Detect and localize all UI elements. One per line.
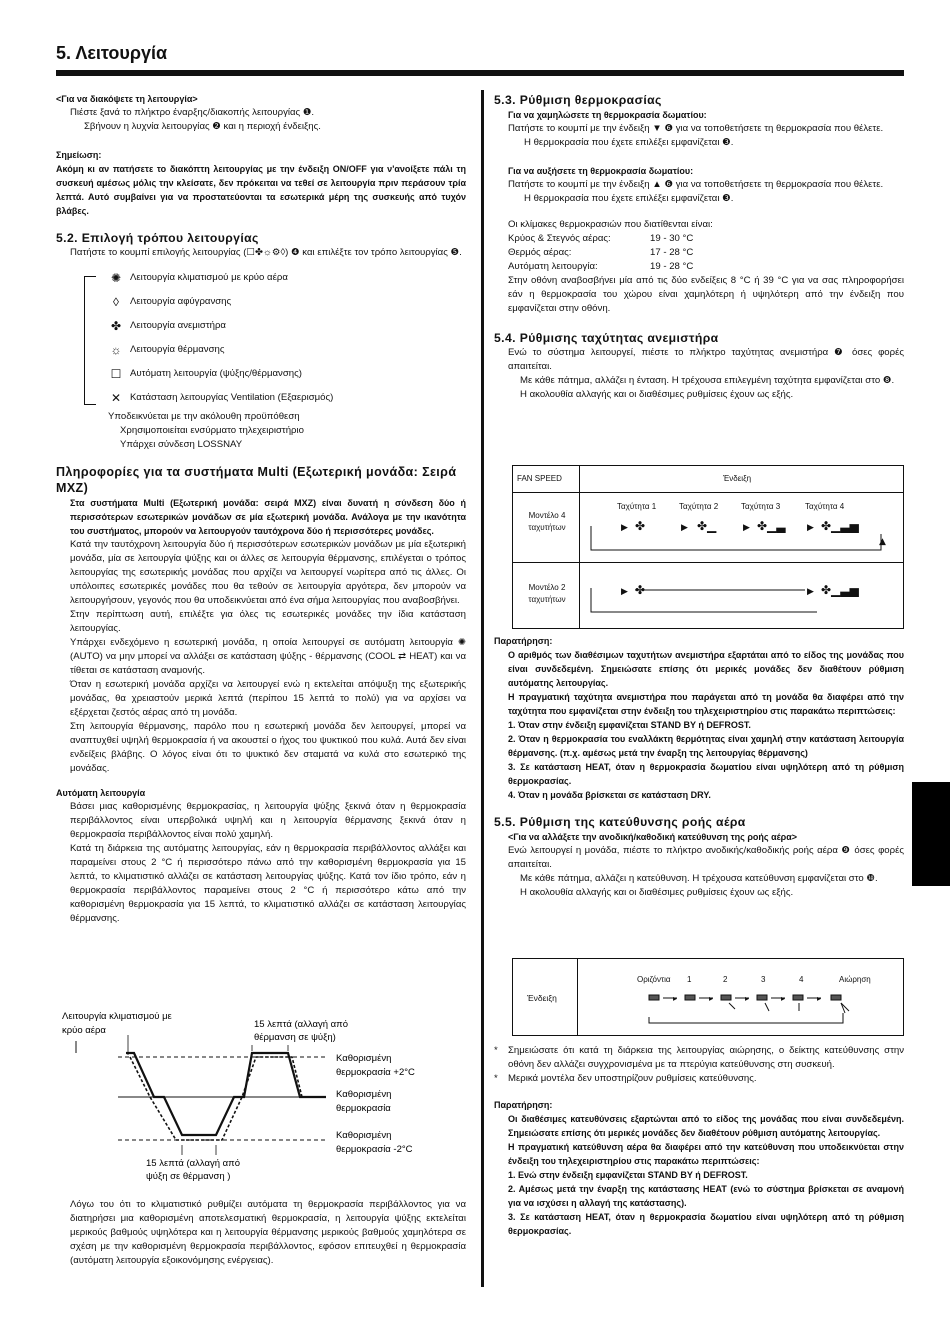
graph-label-15-top-2: θέρμανση σε ψύξη) — [254, 1032, 336, 1043]
right-column — [494, 92, 904, 402]
speed-3-label: Ταχύτητα 3 — [741, 502, 781, 511]
section-5-2-title: 5.2. Επιλογή τρόπου λειτουργίας — [56, 231, 259, 245]
vane-case-3: 3. Σε κατάσταση HEAT, όταν η θερμοκρασία δωματίου είναι υψηλότερη από τη ρύθμιση θερμοκρασίας. — [508, 1212, 904, 1236]
range-row-3: Αυτόματη λειτουργία: 19 - 28 °C — [508, 261, 694, 272]
section-5-5-title: 5.5. Ρύθμιση της κατεύθυνσης ροής αέρα — [494, 815, 746, 829]
fan-note-label: Παρατήρηση: — [494, 636, 553, 646]
mode-fan: ✤ Λειτουργία ανεμιστήρα — [108, 314, 466, 338]
title-rule — [56, 70, 904, 76]
fan-notes — [494, 634, 904, 900]
multi-p1: Κατά την ταυτόχρονη λειτουργία δύο ή περισσότερων εσωτερικών μονάδων με μία εξωτερική μονάδα, μία σε λειτουργία ψύξης και οι άλλες σε λειτουργία θέρμανσης, επιλέγεται ο τρόπος λειτουργίας της εσωτερικής μονάδας που αρχίζει να λειτουργεί νωρίτερα από τις άλλες. Οι υπόλοιπες εσωτερικές μονάδες που θα τεθούν σε λειτουργία αργότερα, δεν μπορούν να λειτουργήσουν, γεγονός που θα υποδεικνύεται από ένα σήμα λειτουργίας που αναβοσβήνει. — [70, 539, 466, 606]
vane-step-swing: Αιώρηση — [839, 975, 871, 984]
section-5-4-title: 5.4. Ρύθμισης ταχύτητας ανεμιστήρα — [494, 331, 719, 345]
mode-intro: Πατήστε το κουμπί επιλογής λειτουργίας (☐✤☼⚙◊) ❹ και επιλέξτε τον τρόπο λειτουργίας ❺. — [70, 247, 462, 258]
graph-label-minus-1: Καθορισμένη — [336, 1130, 392, 1141]
vane-note-b: * Μερικά μοντέλα δεν υποστηρίζουν ρυθμίσεις κατεύθυνσης. — [494, 1073, 757, 1084]
graph-label-plus-2: θερμοκρασία +2°C — [336, 1067, 415, 1078]
svg-text:▶: ▶ — [743, 523, 750, 533]
page-title: 5. Λειτουργία — [56, 43, 168, 63]
svg-text:▶: ▶ — [807, 587, 814, 597]
svg-text:▸: ▸ — [781, 994, 786, 1003]
vane-table — [512, 958, 904, 1036]
fan-speed-table — [512, 465, 904, 629]
vane-step-horizontal: Οριζόντια — [637, 975, 671, 984]
lower-text: Πατήστε το κουμπί με την ένδειξη ▼ ❻ για να τοποθετήσετε τη θερμοκρασία που θέλετε. — [508, 123, 884, 134]
fan-speed-arrows — [581, 514, 901, 626]
svg-text:▲: ▲ — [879, 537, 886, 547]
mode-heat: ☼ Λειτουργία θέρμανσης — [108, 338, 466, 362]
svg-text:▸: ▸ — [817, 994, 822, 1003]
fan-high-icon: ✤▁▃▅ — [821, 583, 859, 597]
vane-note-label: Παρατήρηση: — [494, 1100, 553, 1110]
auto-graph-svg — [56, 1005, 476, 1190]
column-divider — [481, 90, 484, 1287]
dry-mode-icon: ◊ — [113, 295, 119, 309]
fan-row-4speed: Μοντέλο 4 ταχυτήτων — [528, 511, 566, 532]
vane-step-3: 3 — [761, 975, 766, 984]
section-tab — [912, 782, 950, 886]
speed-1-label: Ταχύτητα 1 — [617, 502, 657, 511]
auto-p1: Βάσει μιας καθορισμένης θερμοκρασίας, η λειτουργία ψύξης ξεκινά όταν η θερμοκρασία περιβάλλοντος είναι υπερβολικά υψηλή και η λειτουργία θέρμανσης ξεκινά όταν η θερμοκρασία περιβάλλοντος είναι πολύ χαμηλή. — [70, 801, 466, 840]
vane-step-1: 1 — [687, 975, 692, 984]
lower-note: Η θερμοκρασία που έχετε επιλέξει εμφανίζεται ❸. — [524, 137, 734, 148]
vent-note-2: Χρησιμοποιείται ενσύρματο τηλεχειριστήριο — [120, 425, 304, 436]
section-5-3-title: 5.3. Ρύθμιση θερμοκρασίας — [494, 93, 662, 107]
stop-line-2: Σβήνουν η λυχνία λειτουργίας ❷ και η περιοχή ένδειξης. — [84, 121, 321, 132]
fan-row-2speed: Μοντέλο 2 ταχυτήτων — [528, 583, 566, 604]
vane-note-1: Οι διαθέσιμες κατευθύνσεις εξαρτώνται από το είδος της μονάδας που είναι συνδεδεμένη. Σημειώσατε επίσης ότι μερικές μονάδες δεν διαθέτουν ρύθμιση αυτόματης λειτουργίας. — [508, 1114, 904, 1138]
graph-label-set-1: Καθορισμένη — [336, 1089, 392, 1100]
fan-speed-2-icon: ✤▁ — [697, 519, 717, 533]
vane-line-2: Με κάθε πάτημα, αλλάζει η κατεύθυνση. Η τρέχουσα κατεύθυνση εμφανίζεται στο ❿. — [520, 873, 878, 884]
multi-title: Πληροφορίες για τα συστήματα Multi (Εξωτερική μονάδα: Σειρά MXZ) — [56, 465, 457, 495]
fan-line-2: Με κάθε πάτημα, αλλάζει η ένταση. Η τρέχουσα επιλεγμένη ταχύτητα εμφανίζεται στο ❽. — [520, 375, 895, 386]
svg-text:▶: ▶ — [621, 523, 628, 533]
fan-col-header: FAN SPEED — [517, 474, 562, 483]
fan-speed-1-icon: ✤ — [635, 519, 646, 533]
fan-case-3: 3. Σε κατάσταση HEAT, όταν η θερμοκρασία δωματίου είναι υψηλότερη από τη ρύθμιση θερμοκρασίας. — [508, 762, 904, 786]
lower-heading: Για να χαμηλώσετε τη θερμοκρασία δωματίου: — [508, 110, 707, 120]
vane-note-2: Η πραγματική κατεύθυνση αέρα θα διαφέρει από την κατεύθυνση που υποδεικνύεται στην ένδειξη του τηλεχειριστηρίου στις παρακάτω περιπτώσεις: — [508, 1142, 904, 1166]
graph-label-cool-1: Λειτουργία κλιματισμού με — [62, 1011, 172, 1022]
graph-label-cool-2: κρύο αέρα — [62, 1025, 106, 1036]
svg-text:▶: ▶ — [621, 587, 628, 597]
raise-text: Πατήστε το κουμπί με την ένδειξη ▲ ❻ για να τοποθετήσετε τη θερμοκρασία που θέλετε. — [508, 179, 884, 190]
vent-note-1: Υποδεικνύεται με την ακόλουθη προϋπόθεση — [108, 411, 300, 422]
mode-list — [56, 266, 466, 452]
speed-2-label: Ταχύτητα 2 — [679, 502, 719, 511]
fan-mode-icon: ✤ — [110, 319, 122, 333]
range-note: Στην οθόνη αναβοσβήνει μία από τις δύο ενδείξεις 8 °C ή 39 °C για να σας πληροφορήσει εάν η θερμοκρασία του χώρου είναι χαμηλότερη ή υψηλότερη από την ένδειξη που εμφανίζεται στην οθόνη. — [508, 275, 904, 314]
fan-case-2: 2. Όταν η θερμοκρασία του εναλλάκτη θερμότητας είναι χαμηλή στην κατάσταση λειτουργία θέρμανσης. (π.χ. αμέσως μετά την έναρξη της λειτουργίας θέρμανσης) — [508, 734, 904, 758]
fan-low-icon: ✤ — [635, 583, 646, 597]
mode-auto: ☐ Αυτόματη λειτουργία (ψύξης/θέρμανσης) — [108, 362, 466, 386]
mode-cool: ✺ Λειτουργία κλιματισμού με κρύο αέρα — [108, 266, 466, 290]
svg-text:▶: ▶ — [681, 523, 688, 533]
vane-notes — [494, 1044, 904, 1238]
multi-p2: Στην περίπτωση αυτή, επιλέξτε για όλες τις εσωτερικές μονάδες την ίδια κατάσταση λειτουργίας. — [70, 609, 466, 634]
svg-text:▸: ▸ — [745, 994, 750, 1003]
svg-text:▸: ▸ — [709, 994, 714, 1003]
cool-mode-icon: ✺ — [110, 271, 122, 285]
multi-p5: Στη λειτουργία θέρμανσης, παρόλο που η εσωτερική μονάδα δεν λειτουργεί, μπορεί να αναπτυχθεί υψηλή θερμοκρασία ή να ακουστεί ο ήχος του ψυκτικού που κυλά. Αυτά δεν είναι ενδείξεις βλάβης. Ο λόγος είναι ότι το ψυκτικό δεν σταματά να κυλά στο εσωτερικό της μονάδας. — [70, 721, 466, 774]
vane-step-4: 4 — [799, 975, 804, 984]
range-intro: Οι κλίμακες θερμοκρασιών που διατίθενται είναι: — [508, 219, 713, 230]
svg-text:▶: ▶ — [807, 523, 814, 533]
raise-heading: Για να αυξήσετε τη θερμοκρασία δωματίου: — [508, 166, 694, 176]
graph-label-minus-2: θερμοκρασία -2°C — [336, 1144, 413, 1155]
fan-display-header: Ένδειξη — [723, 474, 752, 483]
vane-subheading: <Για να αλλάξετε την ανοδική/καθοδική κατεύθυνση της ροής αέρα> — [508, 832, 798, 842]
fan-line-1: Ενώ το σύστημα λειτουργεί, πιέστε το πλήκτρο ταχύτητας ανεμιστήρα ❼ όσες φορές απαιτείται. — [508, 347, 904, 372]
speed-4-label: Ταχύτητα 4 — [805, 502, 845, 511]
auto-mode-graph — [56, 1005, 476, 1190]
vent-note-3: Υπάρχει σύνδεση LOSSNAY — [120, 439, 243, 450]
ventilation-mode-icon: ✕ — [110, 391, 122, 405]
fan-note-2: Η πραγματική ταχύτητα ανεμιστήρα που παράγεται από τη μονάδα θα διαφέρει από την ταχύτητα που εμφανίζεται στην ένδειξη του τηλεχειριστηρίου στις παρακάτω περιπτώσεις: — [508, 692, 904, 716]
range-row-1: Κρύος & Στεγνός αέρας: 19 - 30 °C — [508, 233, 694, 244]
vane-display-label: Ένδειξη — [527, 993, 557, 1003]
auto-mode-icon: ☐ — [110, 367, 122, 381]
vane-sequence — [643, 989, 883, 1029]
graph-label-15-bottom-1: 15 λεπτά (αλλαγή από — [146, 1158, 241, 1169]
auto-p2: Κατά τη διάρκεια της αυτόματης λειτουργίας, εάν η θερμοκρασία περιβάλλοντος αλλάξει και παραμείνει στους 2 °C ή περισσότερο πάνω από την καθορισμένη θερμοκρασία για 15 λεπτά, το κλιματιστικό αλλάζει σε κατάσταση λειτουργίας ψύξης. Κατά τον ίδιο τρόπο, εάν η θερμοκρασία περιβάλλοντος παραμείνει στους 2 °C ή περισσότερο κάτω από την καθορισμένη θερμοκρασία για 15 λεπτά, το κλιματιστικό αλλάζει σε κατάσταση λειτουργίας θέρμανσης. — [70, 843, 466, 924]
multi-bold: Στα συστήματα Multi (Εξωτερική μονάδα: σειρά MXZ) είναι δυνατή η σύνδεση δύο ή περισσότερων εσωτερικών μονάδων σε μία εξωτερική μονάδα. Ανάλογα με την ικανότητα του συστήματος, μπορούν να λειτουργούν ταυτόχρονα δύο ή περισσότερες μονάδες. — [70, 498, 466, 536]
raise-note: Η θερμοκρασία που έχετε επιλέξει εμφανίζεται ❸. — [524, 193, 734, 204]
fan-note-1: Ο αριθμός των διαθέσιμων ταχυτήτων ανεμιστήρα εξαρτάται από το είδος της μονάδας που είναι συνδεδεμένη. Σημειώσατε επίσης ότι μερικές μονάδες δεν διαθέτουν ρύθμιση αυτόματης λειτουργίας. — [508, 650, 904, 688]
fan-case-4: 4. Όταν η μονάδα βρίσκεται σε κατάσταση DRY. — [508, 790, 711, 800]
fan-speed-4-icon: ✤▁▃▅ — [821, 519, 859, 533]
graph-label-plus-1: Καθορισμένη — [336, 1053, 392, 1064]
multi-p3: Υπάρχει ενδεχόμενο η εσωτερική μονάδα, η οποία λειτουργεί σε αυτόματη λειτουργία ✺ (AUTO) να μην μπορεί να αλλάξει σε κατάσταση ψύξης - θέρμανσης (COOL ⇄ HEAT) και να τίθεται σε κατάσταση αναμονής. — [70, 637, 466, 676]
fan-speed-3-icon: ✤▁▃ — [757, 519, 786, 533]
vane-line-3: Η ακολουθία αλλαγής και οι διαθέσιμες ρυθμίσεις έχουν ως εξής. — [520, 887, 794, 898]
vane-line-1: Ενώ λειτουργεί η μονάδα, πιέστε το πλήκτρο ανοδικής/καθοδικής ροής αέρα ❾ όσες φορές απαιτείται. — [508, 845, 904, 870]
vane-case-2: 2. Αμέσως μετά την έναρξη της κατάστασης HEAT (ενώ το σύστημα βρίσκεται σε αναμονή για να ισχύσει η αλλαγή της κατάστασης). — [508, 1184, 904, 1208]
graph-label-set-2: θερμοκρασία — [336, 1103, 391, 1114]
range-row-2: Θερμός αέρας: 17 - 28 °C — [508, 247, 694, 258]
mode-bracket — [84, 276, 85, 404]
svg-text:▸: ▸ — [673, 994, 678, 1003]
graph-label-15-bottom-2: ψύξη σε θέρμανση ) — [146, 1171, 231, 1182]
vane-note-a: * Σημειώσατε ότι κατά τη διάρκεια της λειτουργίας αιώρησης, ο δείκτης κατεύθυνσης στην οθόνη δεν αλλάζει συγχρονισμένα με τα πτερύγια κατεύθυνσης στη συσκευή. — [494, 1045, 904, 1070]
vane-case-1: 1. Ενώ στην ένδειξη εμφανίζεται STAND BY ή DEFROST. — [508, 1170, 748, 1180]
graph-label-15-top-1: 15 λεπτά (αλλαγή από — [254, 1019, 349, 1030]
note-label: Σημείωση: — [56, 150, 102, 160]
note-text: Ακόμη κι αν πατήσετε το διακόπτη λειτουργίας με την ένδειξη ON/OFF για ν'ανοίξετε πάλι τη συσκευή αμέσως μόλις την κλείσατε, δεν πρόκειται να τεθεί σε λειτουργία πριν περάσουν τρία λεπτά. Αυτό συμβαίνει για να προστατεύονται τα εσωτερικά μέρη της συσκευής από τυχόν βλάβες. — [56, 164, 466, 216]
vane-step-2: 2 — [723, 975, 728, 984]
fan-case-1: 1. Όταν στην ένδειξη εμφανίζεται STAND BY ή DEFROST. — [508, 720, 751, 730]
mode-dry: ◊ Λειτουργία αφύγρανσης — [108, 290, 466, 314]
auto-p3: Λόγω του ότι το κλιματιστικό ρυθμίζει αυτόματα τη θερμοκρασία περιβάλλοντος για να διατηρήσει μια καθορισμένη αποτελεσματική θερμοκρασία, η λειτουργία ψύξης εκτελείται μερικούς βαθμούς υψηλότερα και η λειτουργία θέρμανσης μερικούς βαθμούς χαμηλότερα σε σχέση με την καθορισμένη θερμοκρασία περιβάλλοντος, εφόσον επιτευχθεί η θερμοκρασία (αυτόματη λειτουργία εξοικονόμησης ενέργειας). — [70, 1199, 466, 1266]
fan-line-3: Η ακολουθία αλλαγής και οι διαθέσιμες ρυθμίσεις έχουν ως εξής. — [520, 389, 794, 400]
heat-mode-icon: ☼ — [110, 343, 122, 357]
stop-heading: <Για να διακόψετε τη λειτουργία> — [56, 94, 198, 104]
multi-p4: Όταν η εσωτερική μονάδα αρχίζει να λειτουργεί ενώ η εκτελείται απόψυξη της εξωτερικής μονάδας, θα χρειαστούν μερικά λεπτά (περίπου 15 λεπτά το πολύ) για να αρχίσει να εξέρχεται ζεστός αέρας από τη μονάδα. — [70, 679, 466, 718]
mode-ventilation: ✕ Κατάσταση λειτουργίας Ventilation (Εξαερισμός) — [108, 386, 466, 410]
stop-line-1: Πιέστε ξανά το πλήκτρο έναρξης/διακοπής λειτουργίας ❶. — [70, 107, 315, 118]
auto-title: Αυτόματη λειτουργία — [56, 788, 146, 798]
left-column — [56, 92, 466, 926]
graph-lines — [76, 1035, 326, 1155]
